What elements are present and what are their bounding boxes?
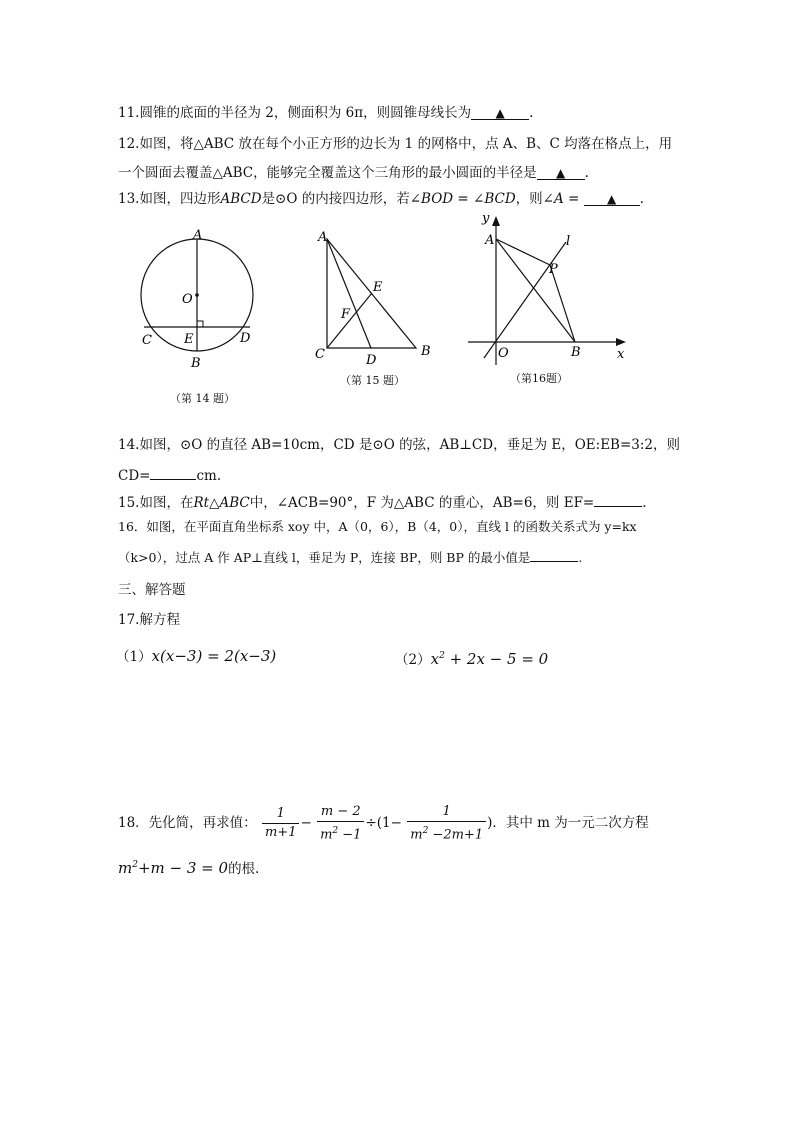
q13-answer-blank[interactable] — [584, 190, 640, 206]
q18-f2-numerator: m − 2 — [317, 803, 364, 822]
q15-rt-triangle: Rt△ABC — [193, 495, 250, 511]
figure-14 — [130, 225, 270, 375]
fig14-right-angle-mark — [197, 321, 203, 327]
fig16-segment-ap — [496, 239, 550, 265]
question-13 — [118, 190, 644, 208]
q17-part-2-label: （2） — [395, 652, 431, 668]
fig16-y-arrow-icon — [492, 216, 500, 226]
question-18-line-1 — [118, 800, 649, 846]
figure-15 — [310, 225, 440, 365]
question-16-line-1: 16．如图，在平面直角坐标系 xoy 中，A（0，6），B（4，0），直线 l 的函数关系式为 y=kx — [118, 519, 637, 534]
question-15 — [118, 491, 647, 512]
q18-f3-den-rest: −2m+1 — [428, 827, 484, 843]
triangle-mark-icon: ▲ — [495, 106, 505, 120]
q13-condition: ∠BOD = ∠BCD — [409, 191, 516, 207]
q18-close-text: )．其中 m 为一元二次方程 — [487, 815, 649, 831]
fig14-label-o: O — [182, 292, 193, 307]
question-14-line-1: 14.如图，⊙O 的直径 AB=10cm，CD 是⊙O 的弦，AB⊥CD，垂足为 E，OE:EB=3:2，则 — [118, 437, 681, 453]
fig14-caption: （第 14 题） — [170, 392, 235, 405]
fig14-label-e: E — [184, 332, 194, 347]
q15-text-a: 15.如图，在 — [118, 495, 194, 511]
q17-part-1-equation: x(x−3) = 2(x−3) — [151, 647, 277, 665]
q18-divide: ÷(1− — [365, 815, 402, 831]
q14-text: CD= — [118, 468, 151, 484]
fig14-label-b: B — [191, 356, 201, 371]
fig14-label-c: C — [142, 333, 152, 348]
q18-fraction-1 — [262, 805, 300, 842]
question-12-line-1: 12.如图，将△ABC 放在每个小正方形的边长为 1 的网格中，点 A、B、C 均落在格点上，用 — [118, 136, 673, 152]
fig16-label-x: x — [617, 347, 625, 362]
q16-answer-blank[interactable] — [530, 546, 578, 562]
fig15-median-ad — [327, 239, 371, 348]
fig14-label-d: D — [240, 331, 251, 346]
fig15-label-c: C — [315, 347, 325, 362]
fig16-label-b: B — [571, 345, 581, 360]
q18-f3-den-exp: 2 — [422, 825, 429, 836]
q17-part-2-exp: 2 — [439, 651, 445, 661]
triangle-mark-icon: ▲ — [606, 192, 617, 206]
fig16-label-p: P — [549, 262, 558, 277]
q12-period: . — [584, 165, 589, 181]
q15-answer-blank[interactable] — [594, 491, 642, 507]
question-14-line-2 — [118, 464, 221, 485]
fig15-label-b: B — [421, 344, 431, 359]
q18-f2-den-rest: −1 — [338, 827, 362, 843]
fig15-label-e: E — [373, 280, 383, 295]
q18-eq-var: m — [118, 859, 133, 877]
question-12-line-2 — [118, 164, 589, 182]
q18-f3-denominator — [407, 822, 486, 844]
section-3-heading: 三、解答题 — [118, 582, 186, 598]
q18-f3-numerator: 1 — [407, 803, 486, 822]
fig16-label-o: O — [498, 346, 509, 361]
fig15-label-a: A — [318, 230, 328, 245]
q18-f2-denominator — [317, 822, 364, 844]
q18-text: 18．先化简，再求值： — [118, 815, 257, 831]
q18-eq-rest: +m − 3 = 0 — [137, 859, 229, 877]
question-17-title: 17.解方程 — [118, 612, 180, 628]
q13-text-b: 是⊙O 的内接四边形，若 — [261, 191, 410, 207]
question-17-part-2 — [395, 647, 548, 669]
fig15-caption: （第 15 题） — [340, 374, 405, 387]
q15-text-b: 中，∠ACB=90°，F 为△ABC 的重心，AB=6，则 EF= — [249, 495, 595, 511]
fig16-label-a: A — [485, 233, 495, 248]
q13-quad-name: ABCD — [220, 191, 262, 207]
q13-ask: ∠A = — [542, 191, 580, 207]
q18-fraction-2 — [317, 803, 364, 844]
q12-text: 一个圆面去覆盖△ABC，能够完全覆盖这个三角形的最小圆面的半径是 — [118, 165, 537, 181]
fig14-label-a: A — [193, 228, 203, 243]
fig16-x-arrow-icon — [616, 338, 626, 346]
q17-part-2-var: x — [430, 650, 440, 668]
q18-fraction-3 — [407, 803, 486, 844]
q11-text: 11.圆锥的底面的半径为 2，侧面积为 6π，则圆锥母线长为 — [118, 105, 472, 121]
q17-part-2-rest: + 2x − 5 = 0 — [444, 650, 549, 668]
question-16-line-2 — [118, 546, 582, 567]
q11-period: . — [529, 105, 534, 121]
q18-eq-exp: 2 — [132, 860, 138, 870]
fig16-label-l: l — [566, 234, 571, 249]
q18-f1-numerator: 1 — [262, 805, 300, 824]
q12-answer-blank[interactable] — [537, 164, 585, 180]
q18-f1-denominator: m+1 — [264, 825, 297, 840]
fig15-label-f: F — [341, 307, 351, 322]
q16-text: （k>0），过点 A 作 AP⊥直线 l，垂足为 P，连接 BP，则 BP 的最小值是 — [118, 550, 531, 565]
q18-eq-post: 的根. — [228, 861, 260, 877]
q18-f3-den-var: m — [410, 827, 423, 843]
fig14-center-dot — [195, 293, 199, 297]
question-11 — [118, 104, 533, 122]
fig16-segment-ab — [496, 239, 575, 342]
figure-16 — [460, 208, 640, 368]
question-18-line-2 — [118, 856, 259, 878]
triangle-mark-icon: ▲ — [556, 166, 566, 180]
q11-answer-blank[interactable] — [471, 104, 529, 120]
q13-period: . — [639, 191, 644, 207]
q18-f2-den-exp: 2 — [332, 825, 339, 836]
fig16-caption: （第16题） — [510, 372, 568, 385]
q13-text-a: 13.如图，四边形 — [118, 191, 221, 207]
q13-text-c: ，则 — [515, 191, 543, 207]
q18-minus: − — [300, 815, 312, 831]
q14-unit: cm. — [196, 468, 222, 484]
q15-period: . — [642, 495, 647, 511]
fig15-label-d: D — [366, 353, 377, 365]
q14-answer-blank[interactable] — [150, 464, 196, 480]
q18-f2-den-var: m — [320, 827, 333, 843]
q17-part-1-label: （1） — [116, 649, 152, 665]
question-17-part-1 — [116, 647, 276, 666]
fig16-label-y: y — [482, 211, 490, 226]
q16-period: . — [578, 550, 583, 565]
